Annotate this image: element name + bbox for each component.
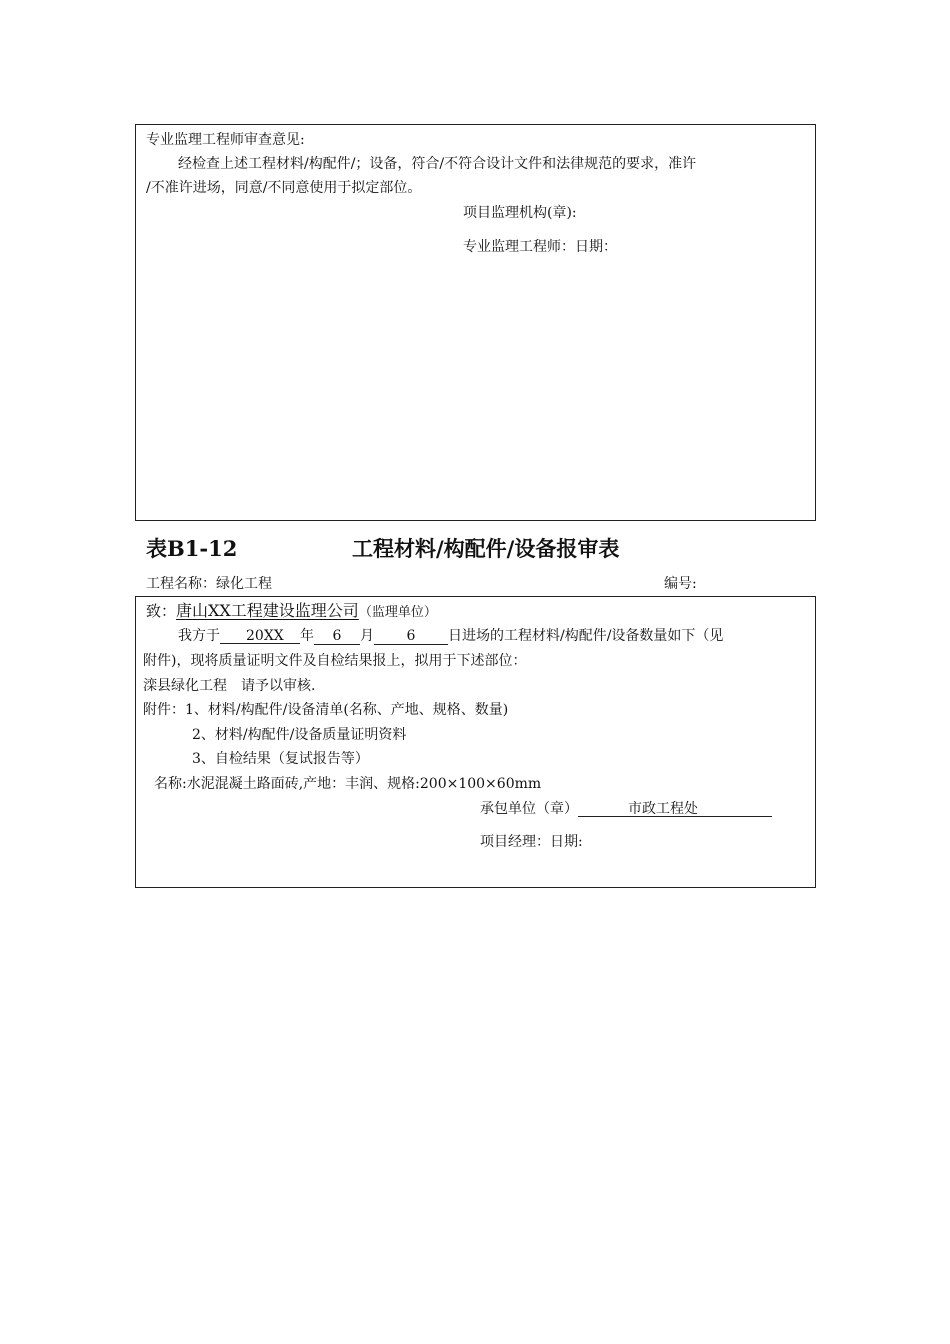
to-suffix: （监理单位） [358, 605, 437, 620]
month-label: 月 [360, 628, 374, 644]
to-company: 唐山XX工程建设监理公司 [176, 601, 359, 620]
review-text-line2: /不准许进场，同意/不同意使用于拟定部位。 [146, 180, 422, 196]
review-heading: 专业监理工程师审查意见: [146, 132, 305, 148]
manager-label: 项目经理：日期: [480, 834, 583, 850]
year-value: 20XX [220, 627, 300, 644]
review-engineer-label: 专业监理工程师：日期： [463, 239, 617, 255]
paragraph-line1 [178, 627, 723, 645]
form-title: 工程材料/构配件/设备报审表 [352, 536, 620, 561]
contractor-value: 市政工程处 [578, 800, 772, 817]
year-label: 年 [300, 628, 314, 644]
day-value: 6 [374, 627, 448, 645]
form-box [135, 596, 816, 888]
to-label: 致： [146, 602, 177, 620]
attachment-3: 3、自检结果（复试报告等） [192, 751, 369, 767]
attachment-1: 附件：1、材料/构配件/设备清单(名称、产地、规格、数量) [143, 702, 509, 718]
spec-line: 名称:水泥混凝土路面砖,产地：丰润、规格:200×100×60mm [154, 776, 542, 792]
review-box [135, 124, 816, 521]
p1-prefix: 我方于 [178, 628, 220, 644]
attachment-2: 2、材料/构配件/设备质量证明资料 [192, 727, 407, 743]
addressee-line [146, 602, 437, 622]
p1-suffix: 日进场的工程材料/构配件/设备数量如下（见 [448, 628, 724, 644]
paragraph-line2: 附件)，现将质量证明文件及自检结果报上，拟用于下述部位： [143, 653, 527, 669]
review-org-label: 项目监理机构(章): [463, 205, 577, 221]
contractor-line [480, 800, 772, 818]
form-code: 表B1-12 [146, 536, 238, 561]
location-line: 滦县绿化工程 请予以审核. [143, 678, 316, 694]
project-name: 工程名称：绿化工程 [146, 576, 272, 592]
month-value: 6 [314, 627, 360, 645]
review-text-line1: 经检查上述工程材料/构配件/；设备，符合/不符合设计文件和法律规范的要求，准许 [178, 156, 697, 172]
contractor-label: 承包单位（章） [480, 801, 578, 817]
number-label: 编号: [664, 576, 697, 592]
